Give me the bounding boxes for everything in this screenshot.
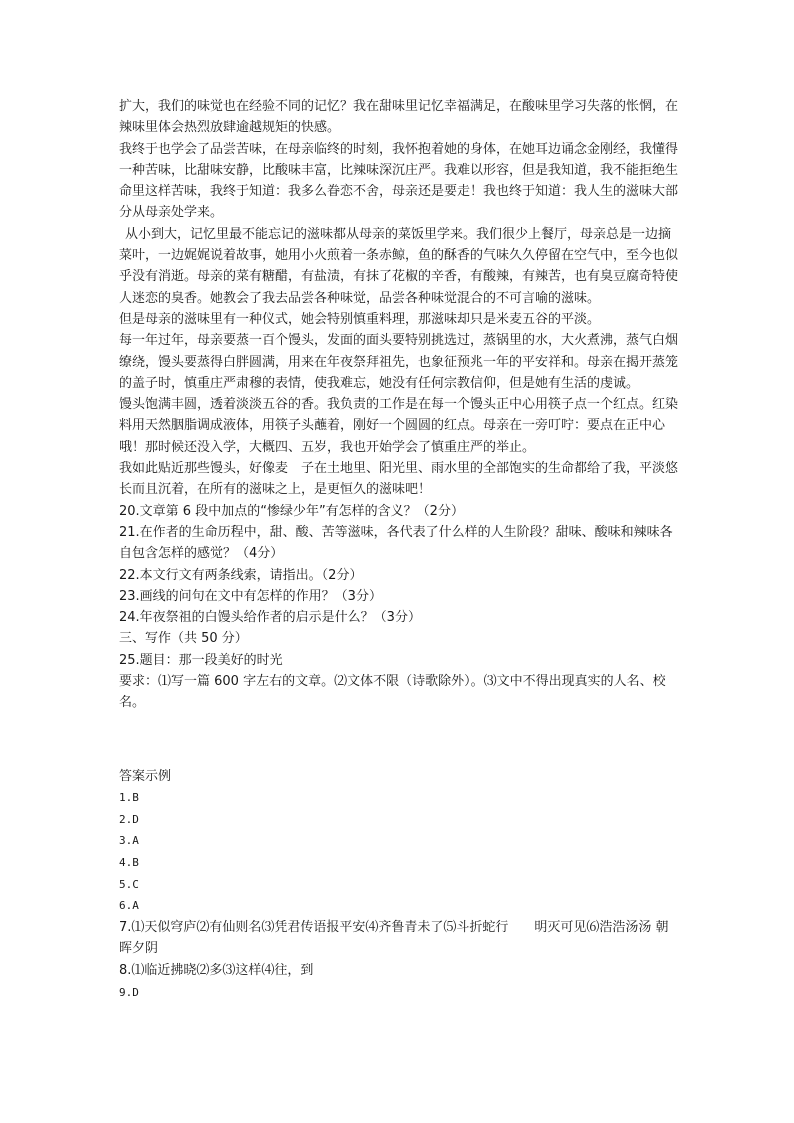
answer-6: 6.A bbox=[119, 899, 139, 913]
writing-requirement: 要求：⑴写一篇 600 字左右的文章。⑵文体不限（诗歌除外）。⑶文中不得出现真实的人名、校名。 bbox=[119, 674, 666, 711]
answer-4: 4.B bbox=[119, 855, 139, 869]
passage-paragraph-7: 我如此贴近那些馒头，好像麦 子在土地里、阳光里、雨水里的全部饱实的生命都给了我，平淡悠长而且沉着，在所有的滋味之上，是更恒久的滋味吧！ bbox=[119, 461, 679, 498]
answer-8: 8.⑴临近拂晓⑵多⑶这样⑷往，到 bbox=[119, 962, 314, 978]
question-23: 23.画线的问句在文中有怎样的作用？（3分） bbox=[119, 588, 382, 604]
answer-1: 1.B bbox=[119, 791, 139, 805]
section-gap bbox=[119, 714, 679, 766]
question-24: 24.年夜祭祖的白馒头给作者的启示是什么？（3分） bbox=[119, 610, 421, 626]
passage-paragraph-5: 每一年过年，母亲要蒸一百个馒头，发面的面头要特别挑选过，蒸锅里的水，大火煮沸，蒸气白烟缭绕，馒头要蒸得白胖圆满，用来在年夜祭拜祖先，也象征预兆一年的平安祥和。母亲在揭开蒸笼的盖子时，慎重庄严肃穆的表情，使我难忘，她没有任何宗教信仰，但是她有生活的虔诚。 bbox=[119, 333, 679, 391]
answer-5: 5.C bbox=[119, 877, 139, 891]
answer-9: 9.D bbox=[119, 985, 139, 999]
question-20: 20.文章第 6 段中加点的“惨绿少年”有怎样的含义？（2分） bbox=[119, 503, 464, 519]
questions bbox=[119, 501, 679, 629]
answer-2: 2.D bbox=[119, 812, 139, 826]
writing-section bbox=[119, 628, 679, 713]
passage-paragraph-3: 从小到大，记忆里最不能忘记的滋味都从母亲的菜饭里学来。我们很少上餐厅，母亲总是一边摘菜叶，一边娓娓说着故事，她用小火煎着一条赤鲸，鱼的酥香的气味久久停留在空气中，至今也似乎没有消逝。母亲的菜有糖醋，有盐渍，有抹了花椒的辛香，有酸辣，有辣苦，也有臭豆腐奇特使人迷恋的臭香。她教会了我去品尝各种味觉，品尝各种味觉混合的不可言喻的滋味。 bbox=[119, 226, 679, 306]
question-22: 22.本文行文有两条线索，请指出。（2分） bbox=[119, 567, 363, 583]
document-page bbox=[119, 96, 679, 1003]
passage-paragraph-2: 我终于也学会了品尝苦味，在母亲临终的时刻，我怀抱着她的身体，在她耳边诵念金刚经，我懂得一种苦味，比甜味安静，比酸味丰富，比辣味深沉庄严。我难以形容，但是我知道，我不能拒绝生命里这样苦味，我终于知道：我多么眷恋不舍，母亲还是要走！我也终于知道：我人生的滋味大部分从母亲处学来。 bbox=[119, 141, 679, 221]
passage-paragraph-4: 但是母亲的滋味里有一种仪式，她会特别慎重料理，那滋味却只是米麦五谷的平淡。 bbox=[119, 311, 601, 327]
passage-paragraph-6: 馒头饱满丰圆，透着淡淡五谷的香。我负责的工作是在每一个馒头正中心用筷子点一个红点。红染料用天然胭脂调成液体，用筷子头蘸着，刚好一个圆圆的红点。母亲在一旁叮咛：要点在正中心哦！那时候还没入学，大概四、五岁，我也开始学会了慎重庄严的举止。 bbox=[119, 397, 679, 455]
question-21: 21.在作者的生命历程中，甜、酸、苦等滋味，各代表了什么样的人生阶段？甜味、酸味和辣味各自包含怎样的感觉？（4分） bbox=[119, 524, 673, 562]
writing-topic: 25.题目：那一段美好的时光 bbox=[119, 652, 283, 668]
answers-heading: 答案示例 bbox=[119, 768, 172, 784]
passage bbox=[119, 96, 679, 501]
answer-7: 7.⑴天似穹庐⑵有仙则名⑶凭君传语报平安⑷齐鲁青未了⑸斗折蛇行 明灭可见⑹浩浩汤汤 朝晖夕阴 bbox=[119, 919, 669, 957]
answer-3: 3.A bbox=[119, 834, 139, 848]
answers-section bbox=[119, 766, 679, 1004]
passage-paragraph-1: 扩大，我们的味觉也在经验不同的记忆？我在甜味里记忆幸福满足，在酸味里学习失落的怅惘，在辣味里体会热烈放肆逾越规矩的快感。 bbox=[119, 99, 679, 136]
writing-section-title: 三、写作（共 50 分） bbox=[119, 631, 248, 647]
